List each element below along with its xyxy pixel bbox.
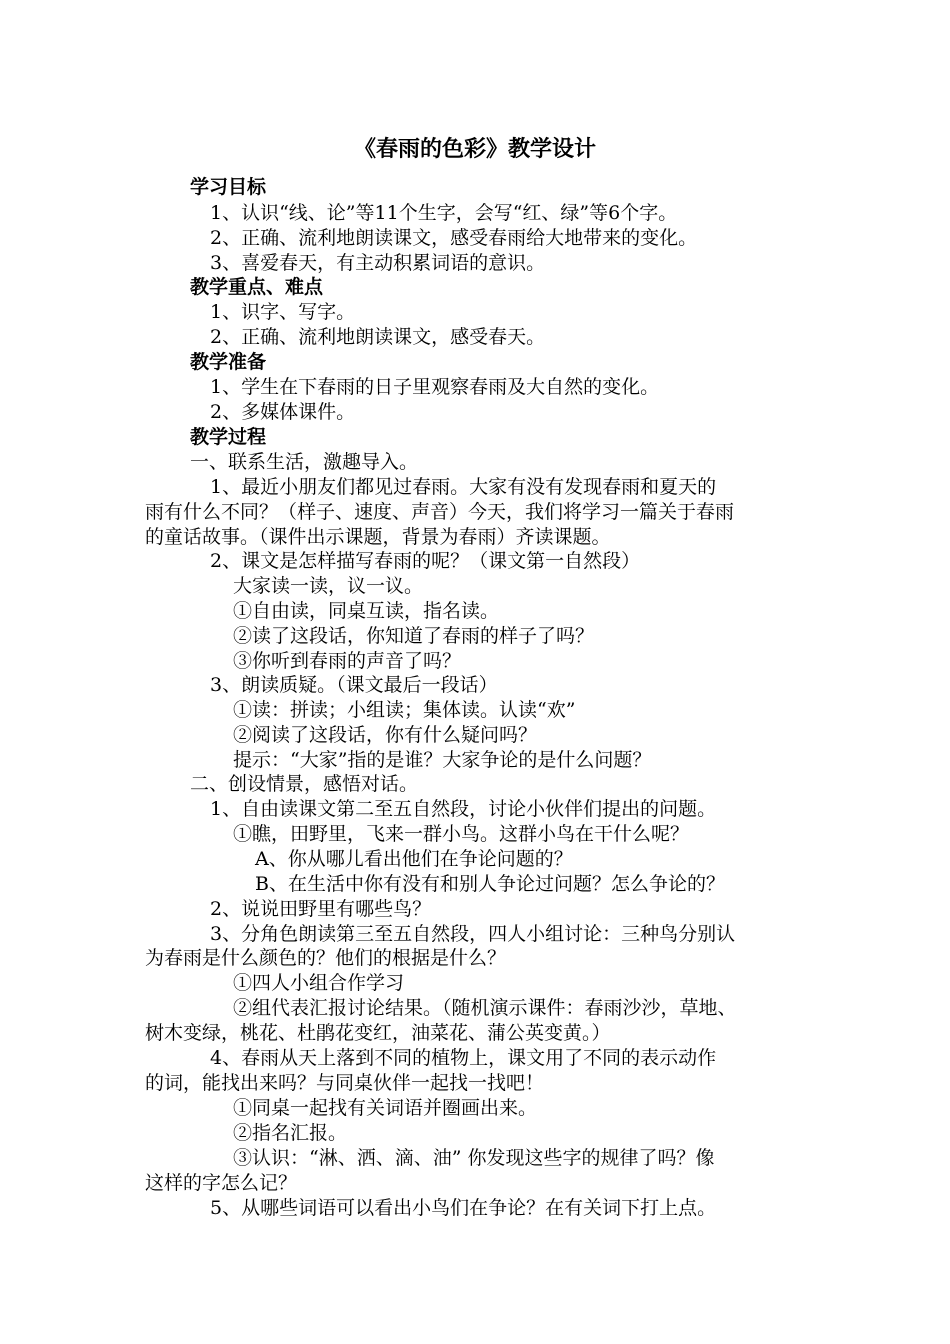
process-line: ③认识：“淋、洒、滴、油” 你发现这些字的规律了吗？像	[233, 1147, 715, 1169]
process-line: ①自由读，同桌互读，指名读。	[233, 600, 500, 622]
process-line: ①瞧，田野里，飞来一群小鸟。这群小鸟在干什么呢？	[233, 823, 690, 845]
process-line: 1、自由读课文第二至五自然段，讨论小伙伴们提出的问题。	[210, 798, 717, 820]
process-line: 二、创设情景，感悟对话。	[190, 773, 419, 795]
process-line: 一、联系生活，激趣导入。	[190, 451, 419, 473]
process-line: ③你听到春雨的声音了吗？	[233, 650, 462, 672]
document-title: 《春雨的色彩》教学设计	[353, 137, 596, 162]
process-line: ②阅读了这段话，你有什么疑问吗？	[233, 724, 538, 746]
process-line: A、你从哪儿看出他们在争论问题的？	[255, 848, 573, 870]
process-line: 1、最近小朋友们都见过春雨。大家有没有发现春雨和夏天的	[210, 476, 717, 498]
process-line: ②指名汇报。	[233, 1122, 348, 1144]
objective-item: 3、喜爱春天，有主动积累词语的意识。	[210, 252, 546, 274]
process-line: 5、从哪些词语可以看出小鸟们在争论？在有关词下打上点。	[210, 1197, 717, 1219]
objective-item: 1、认识“线、论”等11个生字，会写“红、绿”等6个字。	[210, 202, 678, 224]
section-heading-preparation: 教学准备	[190, 351, 267, 373]
process-line: ①四人小组合作学习	[233, 972, 405, 994]
preparation-item: 1、学生在下春雨的日子里观察春雨及大自然的变化。	[210, 376, 660, 398]
process-line: 大家读一读，议一议。	[233, 575, 424, 597]
process-line: 2、说说田野里有哪些鸟？	[210, 898, 432, 920]
process-line: 雨有什么不同？（样子、速度、声音）今天，我们将学习一篇关于春雨	[145, 501, 735, 523]
key-point-item: 2、正确、流利地朗读课文，感受春天。	[210, 326, 546, 348]
key-point-item: 1、识字、写字。	[210, 301, 356, 323]
process-line: 的词，能找出来吗？与同桌伙伴一起找一找吧！	[145, 1072, 545, 1094]
section-heading-process: 教学过程	[190, 426, 267, 448]
process-line: ①读：拼读；小组读；集体读。认读“欢”	[233, 699, 576, 721]
process-line: 这样的字怎么记？	[145, 1172, 298, 1194]
process-line: ②组代表汇报讨论结果。（随机演示课件：春雨沙沙，草地、	[233, 997, 737, 1019]
process-line: 为春雨是什么颜色的？他们的根据是什么？	[145, 947, 507, 969]
preparation-item: 2、多媒体课件。	[210, 401, 356, 423]
process-line: 3、朗读质疑。（课文最后一段话）	[210, 674, 498, 696]
process-line: B、在生活中你有没有和别人争论过问题？怎么争论的？	[255, 873, 725, 895]
section-heading-key-points: 教学重点、难点	[190, 276, 324, 298]
objective-item: 2、正确、流利地朗读课文，感受春雨给大地带来的变化。	[210, 227, 698, 249]
process-line: ①同桌一起找有关词语并圈画出来。	[233, 1097, 538, 1119]
process-line: 的童话故事。（课件出示课题，背景为春雨）齐读课题。	[145, 526, 611, 548]
process-line: ②读了这段话，你知道了春雨的样子了吗？	[233, 625, 595, 647]
process-line: 提示：“大家”指的是谁？大家争论的是什么问题？	[233, 749, 652, 771]
process-line: 4、春雨从天上落到不同的植物上，课文用了不同的表示动作	[210, 1047, 717, 1069]
section-heading-objectives: 学习目标	[190, 176, 267, 198]
process-line: 树木变绿，桃花、杜鹃花变红，油菜花、蒲公英变黄。）	[145, 1022, 611, 1044]
process-line: 2、课文是怎样描写春雨的呢？（课文第一自然段）	[210, 550, 641, 572]
process-line: 3、分角色朗读第三至五自然段，四人小组讨论：三种鸟分别认	[210, 923, 736, 945]
